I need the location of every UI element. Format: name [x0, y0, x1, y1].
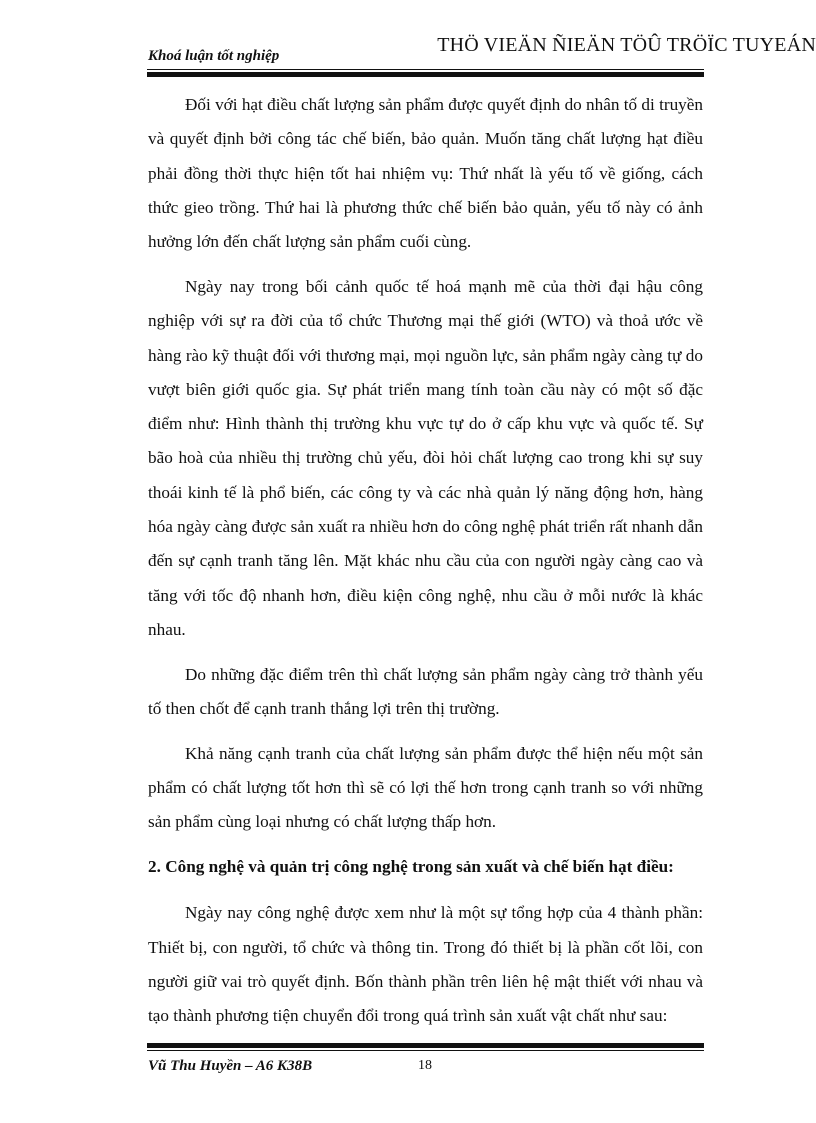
- page-number: 18: [418, 1058, 432, 1073]
- document-body: [148, 88, 703, 1044]
- paragraph-1: Đối với hạt điều chất lượng sản phẩm được quyết định do nhân tố di truyền và quyết định bởi công tác chế biến, bảo quản. Muốn tăng chất lượng hạt điều phải đồng thời thực hiện tốt hai nhiệm vụ: Thứ nhất là yếu tố về giống, cách thức gieo trồng. Thứ hai là phương thức chế biến bảo quản, yếu tố này có ảnh hưởng lớn đến chất lượng sản phẩm cuối cùng.: [148, 95, 703, 252]
- header-title: Khoá luận tốt nghiệp: [148, 48, 280, 64]
- footer-rule-thick: [147, 1043, 704, 1048]
- header-rule-thick: [147, 72, 704, 77]
- footer-author: Vũ Thu Huyền – A6 K38B: [148, 1058, 313, 1074]
- paragraph-3: Do những đặc điểm trên thì chất lượng sản phẩm ngày càng trở thành yếu tố then chốt để cạnh tranh thắng lợi trên thị trường.: [148, 664, 703, 719]
- paragraph-5: Ngày nay công nghệ được xem như là một sự tổng hợp của 4 thành phần: Thiết bị, con người, tổ chức và thông tin. Trong đó thiết bị là phần cốt lõi, con người giữ vai trò quyết định. Bốn thành phần trên liên hệ mật thiết với nhau và tạo thành phương tiện chuyển đổi trong quá trình sản xuất vật chất như sau:: [148, 903, 703, 1026]
- footer-rule-thin: [147, 1050, 704, 1051]
- paragraph-2: Ngày nay trong bối cảnh quốc tế hoá mạnh mẽ của thời đại hậu công nghiệp với sự ra đời của tổ chức Thương mại thế giới (WTO) và thoả ước về hàng rào kỹ thuật đối với thương mại, mọi nguồn lực, sản phẩm ngày càng tự do vượt biên giới quốc gia. Sự phát triển mang tính toàn cầu này có một số đặc điểm như: Hình thành thị trường khu vực tự do ở cấp khu vực và quốc tế. Sự bão hoà của nhiều thị trường chủ yếu, đòi hỏi chất lượng cao trong khi sự suy thoái kinh tế là phổ biến, các công ty và các nhà quản lý năng động hơn, hàng hóa ngày càng được sản xuất ra nhiều hơn do công nghệ phát triển rất nhanh dẫn đến sự cạnh tranh tăng lên. Mặt khác nhu cầu của con người ngày càng cao và tăng với tốc độ nhanh hơn, điều kiện công nghệ, nhu cầu ở mỗi nước là khác nhau.: [148, 276, 703, 639]
- header-library-label: THÖ VIEÄN ÑIEÄN TÖÛ TRÖÏC TUYEÁN: [437, 34, 816, 56]
- header-rule-thin: [147, 69, 704, 70]
- paragraph-4: Khả năng cạnh tranh của chất lượng sản phẩm được thể hiện nếu một sản phẩm có chất lượng tốt hơn thì sẽ có lợi thế hơn trong cạnh tranh so với những sản phẩm cùng loại nhưng có chất lượng thấp hơn.: [148, 743, 703, 832]
- section-heading: 2. Công nghệ và quản trị công nghệ trong sản xuất và chế biến hạt điều:: [148, 857, 674, 877]
